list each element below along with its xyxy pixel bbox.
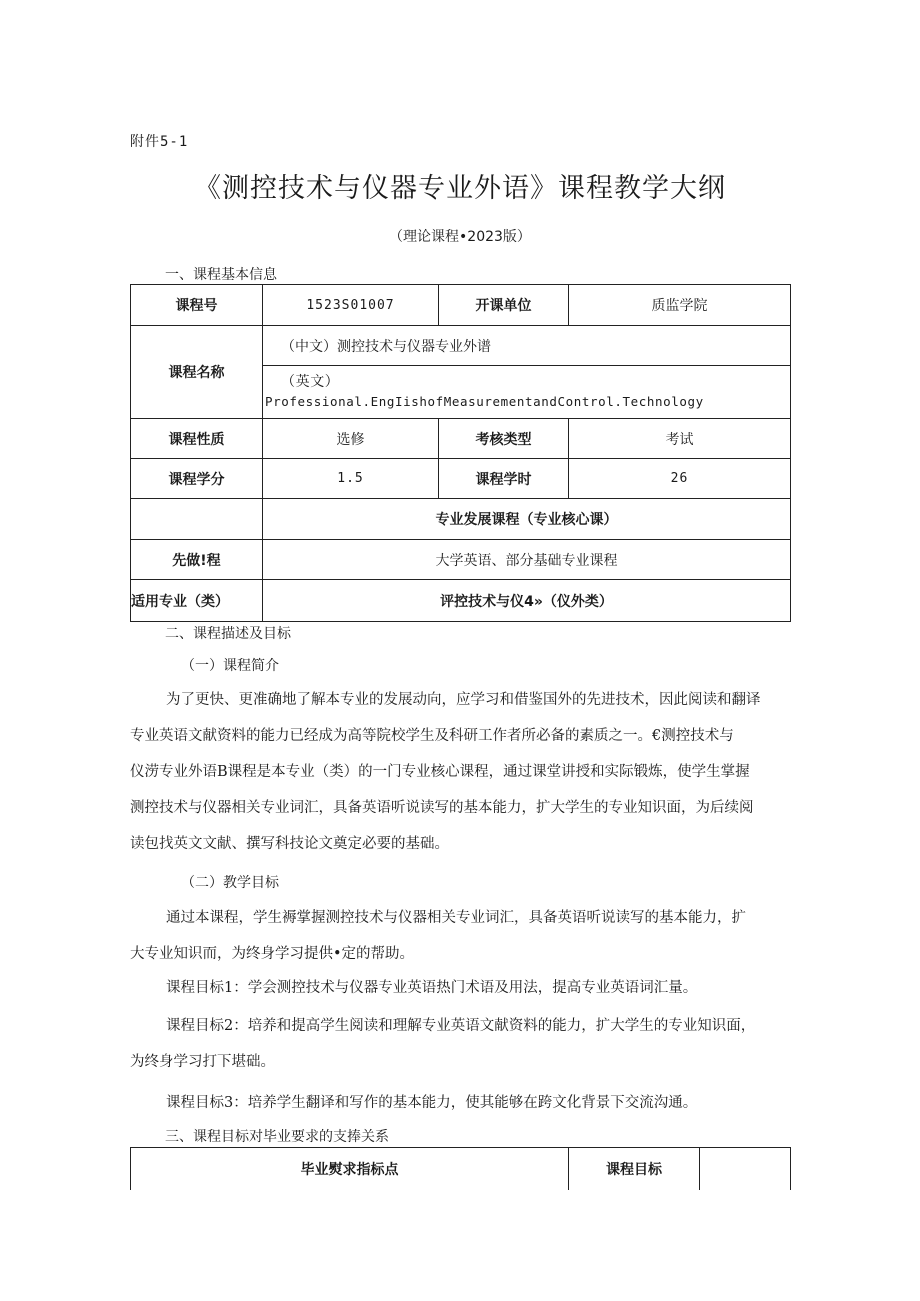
objective-3: 课程目标3：培养学生翻译和写作的基本能力，使其能够在跨文化背景下交流沟通。	[166, 1095, 698, 1111]
extra-header	[700, 1148, 791, 1190]
appendix-label: 附件5-1	[130, 134, 189, 150]
prerequisite-value: 大学英语、部分基础专业课程	[263, 540, 791, 580]
intro-subheading: （一）课程简介	[181, 658, 279, 674]
course-name-en-cell	[263, 366, 791, 419]
exam-type-label: 考核类型	[439, 419, 569, 459]
course-name-en: Professional.EngIishofMeasurementandControl.Technology	[265, 394, 704, 409]
course-objective-header: 课程目标	[569, 1148, 700, 1190]
intro-line: 为了更快、更准确地了解本专业的发展动向，应学习和借鉴国外的先进技术，因此阅读和翻译	[166, 692, 761, 708]
goal-line: 通过本课程，学生褥掌握测控技术与仪器相关专业词汇，具备英语听说读写的基本能力，扩	[166, 910, 746, 926]
objective-2-line: 为终身学习打下堪础。	[130, 1054, 275, 1070]
teaching-goal-paragraph	[130, 900, 790, 972]
major-label: 适用专业（类）	[131, 580, 263, 622]
hours-label: 课程学时	[439, 459, 569, 499]
course-name-label: 课程名称	[131, 326, 263, 419]
intro-line: 仪涝专业外语B课程是本专业（类）的一门专业核心课程，通过课堂讲授和实际锻炼，使学生掌握	[130, 764, 750, 780]
section-2-heading: 二、课程描述及目标	[165, 626, 291, 642]
document-subtitle: （理论课程•2023版）	[389, 229, 531, 245]
objective-1: 课程目标1：学会测控技术与仪器专业英语热门术语及用法，提高专业英语词汇量。	[166, 980, 698, 996]
nature-value: 选修	[263, 419, 439, 459]
unit-value: 质监学院	[569, 285, 791, 326]
goal-line: 大专业知识而，为终身学习提供•定的帮助。	[130, 946, 415, 962]
support-relation-table	[130, 1147, 791, 1190]
major-value: 评控技术与仪4»（仪外类）	[263, 580, 791, 622]
section-3-heading: 三、课程目标对毕业要求的支捧关系	[165, 1129, 389, 1145]
document-title: 《测控技术与仪器专业外语》课程教学大纲	[194, 173, 726, 204]
unit-label: 开课单位	[439, 285, 569, 326]
course-no-label: 课程号	[131, 285, 263, 326]
course-name-cn: （中文）测控技术与仪器专业外谱	[263, 326, 791, 366]
intro-line: 测控技术与仪器相关专业词汇，具备英语听说读写的基本能力，扩大学生的专业知识面，为后续阅	[130, 800, 754, 816]
course-info-table	[130, 284, 791, 622]
category-label-cell	[131, 499, 263, 540]
credit-value: 1.5	[263, 459, 439, 499]
credit-label: 课程学分	[131, 459, 263, 499]
intro-line: 专业英语文献资料的能力已经成为高等院校学生及科研工作者所必备的素质之一。€测控技术与	[130, 728, 734, 744]
nature-label: 课程性质	[131, 419, 263, 459]
teaching-goal-subheading: （二）教学目标	[181, 875, 279, 891]
intro-paragraph	[130, 682, 790, 862]
course-name-en-prefix: （英文）	[281, 374, 340, 390]
objective-2-line: 课程目标2：培养和提高学生阅读和理解专业英语文献资料的能力，扩大学生的专业知识面，	[166, 1018, 756, 1034]
graduation-requirement-header: 毕业熨求指标点	[131, 1148, 569, 1190]
section-1-heading: 一、课程基本信息	[165, 267, 277, 283]
hours-value: 26	[569, 459, 791, 499]
category-value: 专业发展课程（专业核心课）	[263, 499, 791, 540]
exam-type-value: 考试	[569, 419, 791, 459]
course-no-value: 1523S01007	[263, 285, 439, 326]
objective-2	[130, 1008, 790, 1080]
prerequisite-label: 先做!程	[131, 540, 263, 580]
intro-line: 读包找英文文献、撰写科技论文奠定必要的基础。	[130, 836, 449, 852]
